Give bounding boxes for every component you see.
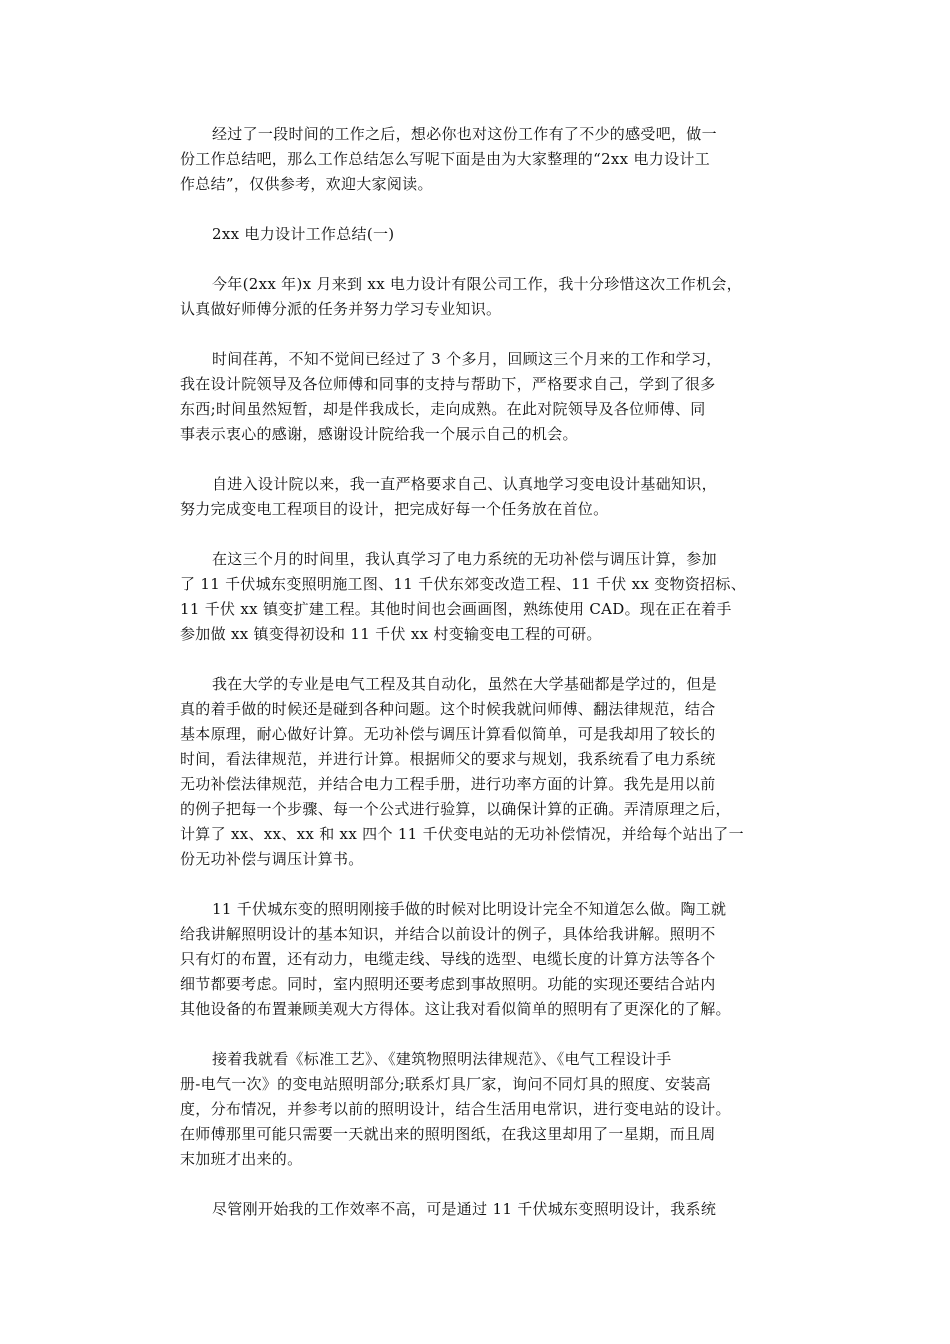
document-body [180, 122, 778, 1247]
section-heading: 2xx 电力设计工作总结(一) [212, 225, 395, 243]
body-paragraph-4: 在这三个月的时间里，我认真学习了电力系统的无功补偿与调压计算，参加 了 11 千伏城东变照明施工图、11 千伏东郊变改造工程、11 千伏 xx 变物资招标、 11 千伏 xx 镇变扩建工程。其他时间也会画画图，熟练使用 CAD。现在正在着手 参加做 xx 镇变得初设和 11 千伏 xx 村变输变电工程的可研。 [180, 550, 746, 643]
intro-paragraph: 经过了一段时间的工作之后，想必你也对这份工作有了不少的感受吧，做一 份工作总结吧，那么工作总结怎么写呢下面是由为大家整理的“2xx 电力设计工 作总结”，仅供参考，欢迎大家阅读。 [180, 125, 717, 193]
body-paragraph-5: 我在大学的专业是电气工程及其自动化，虽然在大学基础都是学过的，但是 真的着手做的时候还是碰到各种问题。这个时候我就问师傅、翻法律规范，结合 基本原理，耐心做好计算。无功补偿与调压计算看似简单，可是我却用了较长的 时间，看法律规范，并进行计算。根据师父的要求与规划，我系统看了电力系统 无功补偿法律规范，并结合电力工程手册，进行功率方面的计算。我先是用以前 的例子把每一个步骤、每一个公式进行验算，以确保计算的正确。弄清原理之后， 计算了 xx、xx、xx 和 xx 四个 11 千伏变电站的无功补偿情况，并给每个站出了一 份无功补偿与调压计算书。 [180, 675, 744, 868]
body-paragraph-3: 自进入设计院以来，我一直严格要求自己、认真地学习变电设计基础知识， 努力完成变电工程项目的设计，把完成好每一个任务放在首位。 [180, 475, 717, 518]
body-paragraph-8: 尽管刚开始我的工作效率不高，可是通过 11 千伏城东变照明设计，我系统 [212, 1200, 717, 1218]
body-paragraph-1: 今年(2xx 年)x 月来到 xx 电力设计有限公司工作，我十分珍惜这次工作机会， 认真做好师傅分派的任务并努力学习专业知识。 [180, 275, 742, 318]
body-paragraph-7: 接着我就看《标准工艺》、《建筑物照明法律规范》、《电气工程设计手 册-电气一次》的变电站照明部分;联系灯具厂家，询问不同灯具的照度、安装高 度，分布情况，并参考以前的照明设计，结合生活用电常识，进行变电站的设计。 在师傅那里可能只需要一天就出来的照明图纸，在我这里却用了一星期，而且周 末加班才出来的。 [180, 1050, 731, 1168]
body-paragraph-6: 11 千伏城东变的照明刚接手做的时候对比明设计完全不知道怎么做。陶工就 给我讲解照明设计的基本知识，并结合以前设计的例子，具体给我讲解。照明不 只有灯的布置，还有动力，电缆走线、导线的选型、电缆长度的计算方法等各个 细节都要考虑。同时，室内照明还要考虑到事故照明。功能的实现还要结合站内 其他设备的布置兼顾美观大方得体。这让我对看似简单的照明有了更深化的了解。 [180, 900, 731, 1018]
body-paragraph-2: 时间荏苒，不知不觉间已经过了 3 个多月，回顾这三个月来的工作和学习， 我在设计院领导及各位师傅和同事的支持与帮助下，严格要求自己，学到了很多 东西;时间虽然短暂，却是伴我成长，走向成熟。在此对院领导及各位师傅、同 事表示衷心的感谢，感谢设计院给我一个展示自己的机会。 [180, 350, 722, 443]
